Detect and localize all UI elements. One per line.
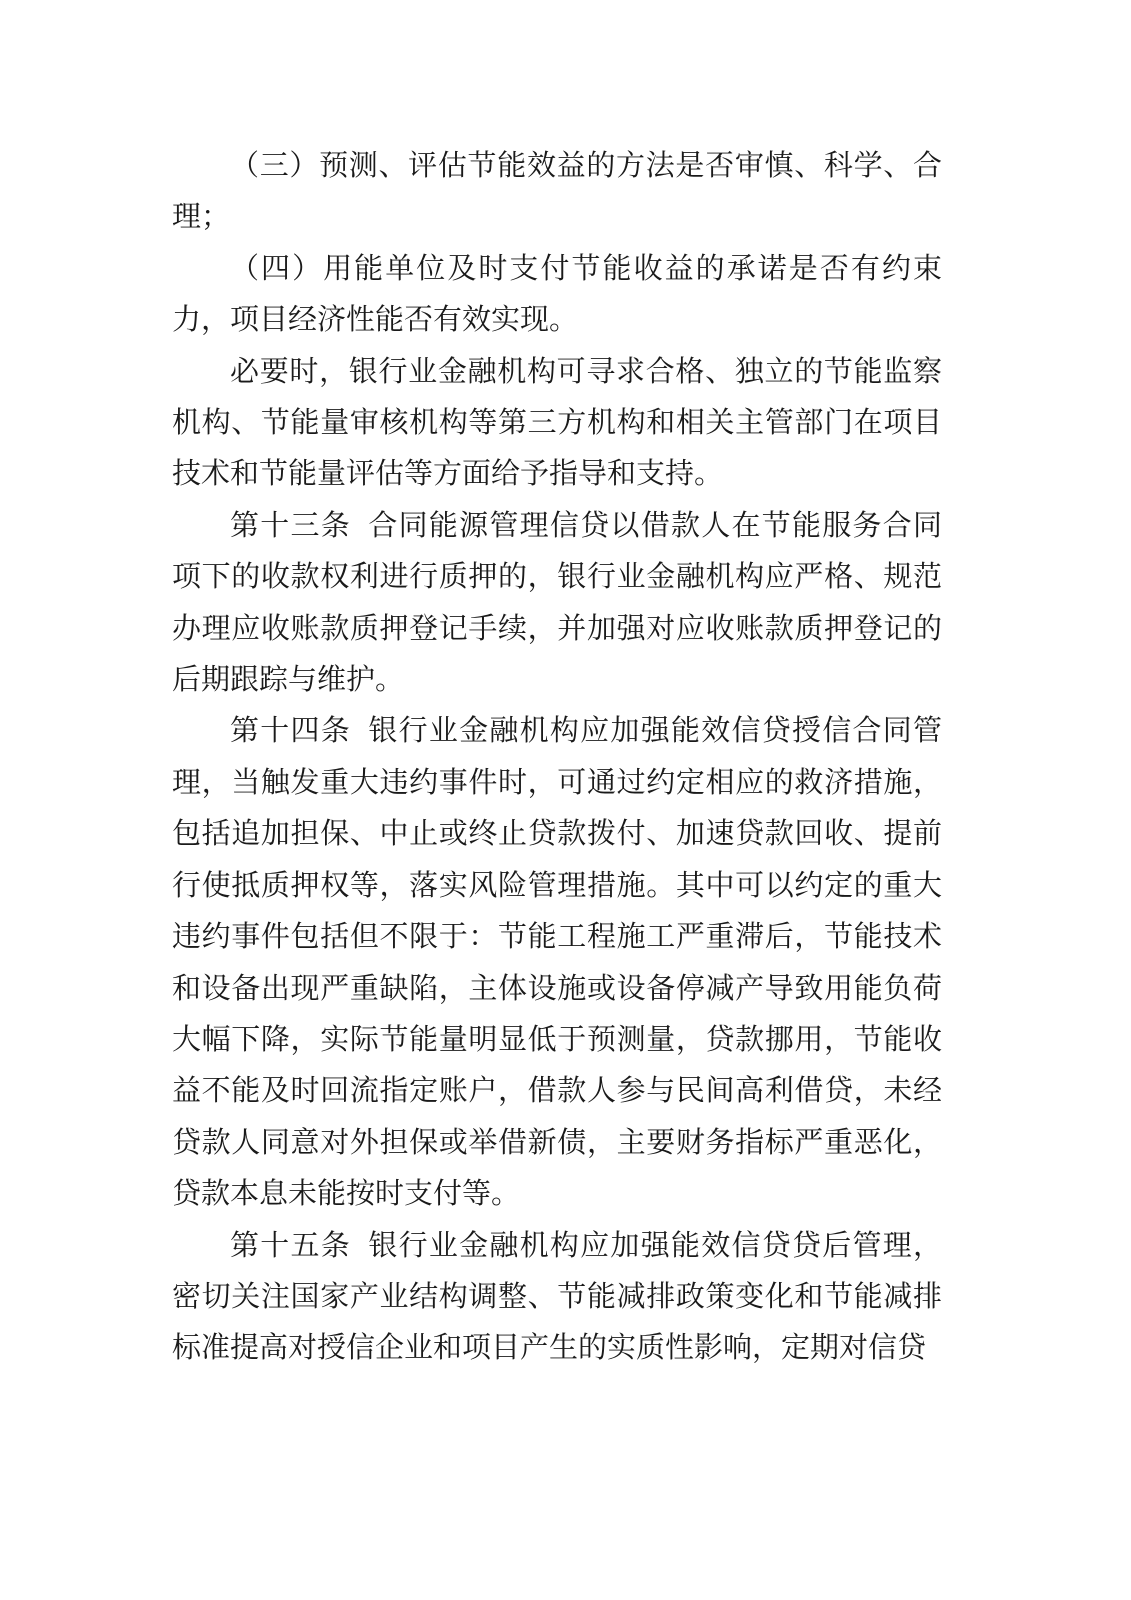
document-page: [172, 140, 942, 1374]
article-heading: 第十三条: [230, 507, 352, 542]
paragraph-necessary: [172, 346, 942, 500]
article-heading: 第十四条: [230, 713, 352, 748]
paragraph-item-3: [172, 140, 942, 243]
paragraph-text: 必要时，银行业金融机构可寻求合格、独立的节能监察机构、节能量审核机构等第三方机构和相关主管部门在项目技术和节能量评估等方面给予指导和支持。: [172, 353, 942, 491]
article-15: [172, 1220, 942, 1374]
article-14: [172, 705, 942, 1219]
article-text: 合同能源管理信贷以借款人在节能服务合同项下的收款权利进行质押的，银行业金融机构应严格、规范办理应收账款质押登记手续，并加强对应收账款质押登记的后期跟踪与维护。: [172, 507, 942, 697]
article-13: [172, 500, 942, 706]
article-heading: 第十五条: [230, 1227, 352, 1262]
paragraph-item-4: [172, 243, 942, 346]
article-text: 银行业金融机构应加强能效信贷贷后管理，密切关注国家产业结构调整、节能减排政策变化和节能减排标准提高对授信企业和项目产生的实质性影响，定期对信贷: [172, 1227, 942, 1365]
paragraph-text: （四）用能单位及时支付节能收益的承诺是否有约束力，项目经济性能否有效实现。: [172, 250, 942, 337]
article-text: 银行业金融机构应加强能效信贷授信合同管理，当触发重大违约事件时，可通过约定相应的救济措施，包括追加担保、中止或终止贷款拨付、加速贷款回收、提前行使抵质押权等，落实风险管理措施。其中可以约定的重大违约事件包括但不限于：节能工程施工严重滞后，节能技术和设备出现严重缺陷，主体设施或设备停减产导致用能负荷大幅下降，实际节能量明显低于预测量，贷款挪用，节能收益不能及时回流指定账户，借款人参与民间高利借贷，未经贷款人同意对外担保或举借新债，主要财务指标严重恶化，贷款本息未能按时支付等。: [172, 713, 942, 1211]
paragraph-text: （三）预测、评估节能效益的方法是否审慎、科学、合理；: [172, 148, 942, 234]
